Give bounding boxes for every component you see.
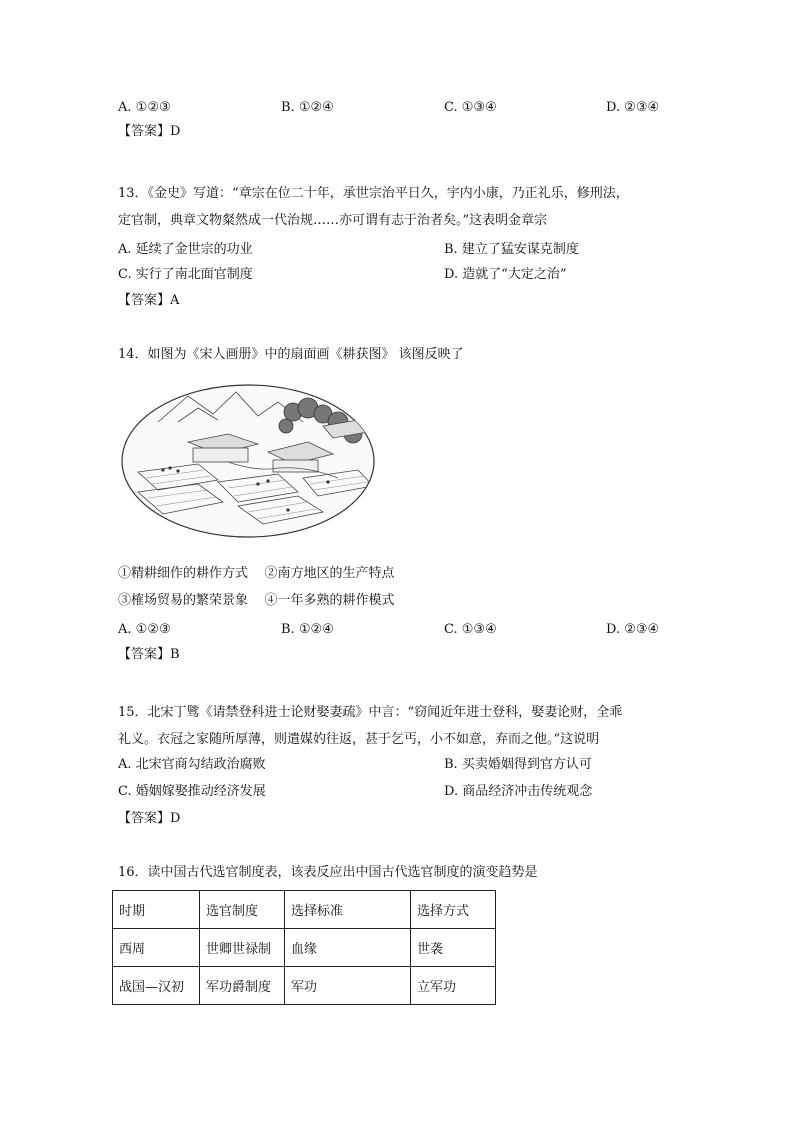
q14-stem: 14．如图为《宋人画册》中的扇面画《耕获图》 该图反映了 [118, 347, 464, 362]
q12-option-b[interactable]: B. ①②④ [281, 100, 334, 115]
fan-painting-image [118, 382, 378, 540]
q14-statement-4: ④一年多熟的耕作模式 [264, 593, 395, 608]
table-row [113, 929, 496, 967]
q15-option-a[interactable]: A. 北宋官商勾结政治腐败 [118, 757, 266, 772]
q12-option-a[interactable]: A. ①②③ [118, 100, 171, 115]
q15-stem-line-1: 15．北宋丁骘《请禁登科进士论财娶妻疏》中言：“窃闻近年进士登科，娶妻论财，全乖 [118, 705, 623, 720]
q15-answer: 【答案】D [118, 811, 181, 826]
table-cell: 西周 [113, 929, 200, 967]
q12-option-d[interactable]: D. ②③④ [606, 100, 660, 115]
q12-answer: 【答案】D [118, 124, 181, 139]
q13-stem-line-1: 13．《金史》写道：“章宗在位二十年，承世宗治平日久，宇内小康，乃正礼乐，修刑法， [118, 186, 629, 201]
q13-stem-line-2: 定官制，典章文物粲然成一代治规……亦可谓有志于治者矣。”这表明金章宗 [118, 213, 548, 228]
q14-option-c[interactable]: C. ①③④ [444, 622, 497, 637]
table-cell: 立军功 [411, 967, 496, 1005]
q14-statement-1: ①精耕细作的耕作方式 [118, 566, 249, 581]
q15-option-c[interactable]: C. 婚姻嫁娶推动经济发展 [118, 784, 266, 799]
q15-option-d[interactable]: D. 商品经济冲击传统观念 [444, 784, 593, 799]
q14-option-d[interactable]: D. ②③④ [606, 622, 660, 637]
table-cell: 战国—汉初 [113, 967, 200, 1005]
table-header-cell: 时期 [113, 891, 200, 929]
table-header-cell: 选择标准 [285, 891, 411, 929]
q15-option-b[interactable]: B. 买卖婚姻得到官方认可 [444, 757, 592, 772]
selection-system-table [112, 890, 496, 1005]
q14-option-b[interactable]: B. ①②④ [281, 622, 334, 637]
q13-option-a[interactable]: A. 延续了金世宗的功业 [118, 242, 253, 257]
q14-statements-line-1 [118, 565, 395, 583]
q12-option-c[interactable]: C. ①③④ [444, 100, 497, 115]
q13-option-b[interactable]: B. 建立了猛安谋克制度 [444, 242, 579, 257]
table-header-cell: 选择方式 [411, 891, 496, 929]
q14-statements-line-2 [118, 592, 395, 610]
table-header-row [113, 891, 496, 929]
table-row [113, 967, 496, 1005]
table-header-cell: 选官制度 [200, 891, 285, 929]
q14-answer: 【答案】B [118, 647, 180, 662]
q15-stem [118, 699, 684, 753]
q13-option-d[interactable]: D. 造就了“大定之治” [444, 267, 567, 282]
q13-stem [118, 180, 684, 234]
q14-option-a[interactable]: A. ①②③ [118, 622, 171, 637]
q16-stem: 16．读中国古代选官制度表，该表反应出中国古代选官制度的演变趋势是 [118, 865, 538, 880]
q14-statement-3: ③榷场贸易的繁荣景象 [118, 593, 249, 608]
table-cell: 世袭 [411, 929, 496, 967]
q13-answer: 【答案】A [118, 293, 180, 308]
q15-stem-line-2: 礼义。衣冠之家随所厚薄，则遣媒妁往返，甚于乞丐，小不如意，弃而之他。”这说明 [118, 732, 600, 747]
table-cell: 军功爵制度 [200, 967, 285, 1005]
table-cell: 血缘 [285, 929, 411, 967]
q13-option-c[interactable]: C. 实行了南北面官制度 [118, 267, 253, 282]
table-cell: 军功 [285, 967, 411, 1005]
q14-statement-2: ②南方地区的生产特点 [264, 566, 395, 581]
table-cell: 世卿世禄制 [200, 929, 285, 967]
